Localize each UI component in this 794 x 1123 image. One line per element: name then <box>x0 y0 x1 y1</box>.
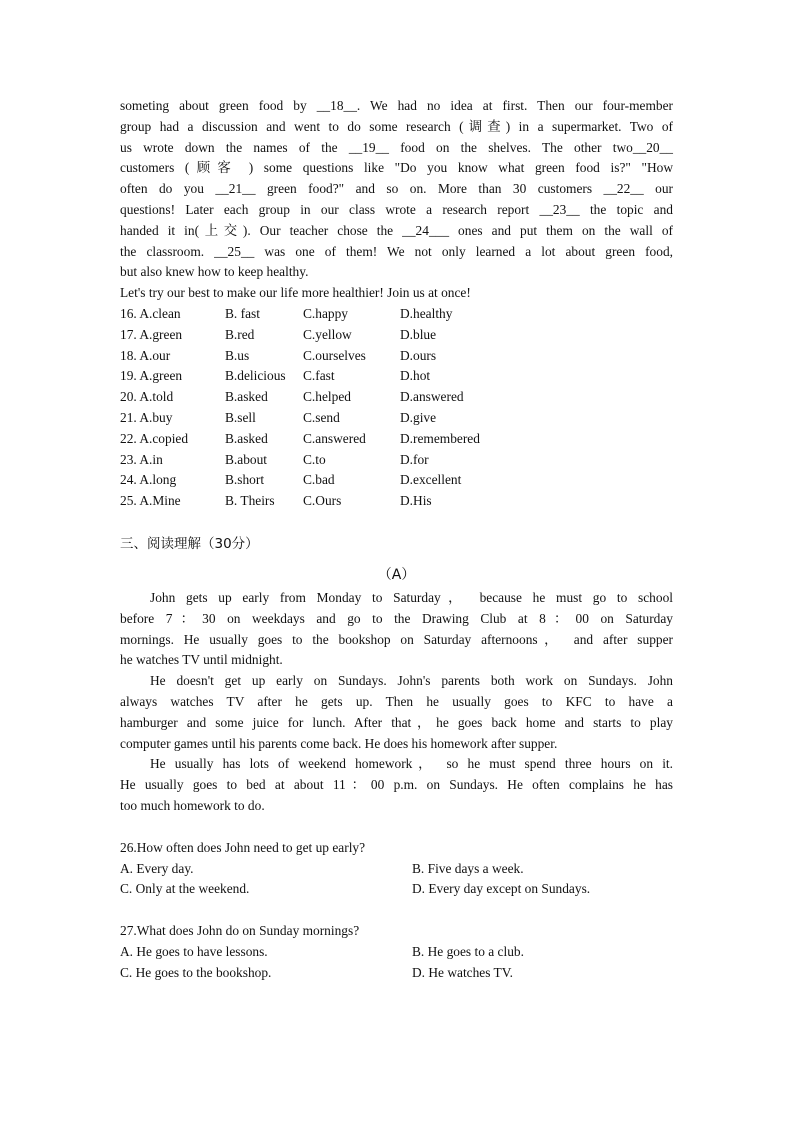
option-row-21 <box>120 408 673 429</box>
passage-line: someting about green food by __18__. We had no idea at first. Then our four-member <box>120 98 673 113</box>
option-a: 20. A.told <box>120 389 174 405</box>
option-c: C.to <box>303 451 326 467</box>
passage-line: always watches TV after he gets up. Then he usually goes to KFC to have a <box>120 693 673 709</box>
passage-line: He usually goes to bed at about 11：00 p.m. on Sundays. He often complains he has <box>120 777 673 793</box>
option-a: 18. A.our <box>120 347 171 363</box>
option-c: C.ourselves <box>303 347 366 363</box>
answer-c: C. Only at the weekend. <box>120 881 250 897</box>
passage-line: hamburger and some juice for lunch. After that，he goes back home and starts to play <box>120 714 673 730</box>
option-row-16 <box>120 304 673 325</box>
option-a: 25. A.Mine <box>120 493 181 509</box>
option-b: B.asked <box>225 389 268 405</box>
answer-d: D. Every day except on Sundays. <box>412 881 591 897</box>
option-b: B. Theirs <box>225 493 275 509</box>
option-a: 23. A.in <box>120 451 163 467</box>
passage-line: but also knew how to keep healthy. <box>120 264 309 280</box>
option-b: B.us <box>225 347 250 363</box>
option-d: D.give <box>400 409 437 425</box>
option-b: B.delicious <box>225 368 286 384</box>
passage-line: before 7：30 on weekdays and go to the Drawing Club at 8：00 on Saturday <box>120 610 673 626</box>
option-c: C.yellow <box>303 326 352 342</box>
option-a: 24. A.long <box>120 472 177 488</box>
option-c: C.answered <box>303 430 366 446</box>
cloze-options <box>120 304 673 512</box>
option-d: D.ours <box>400 347 437 363</box>
section-heading: 三、阅读理解（30分） <box>120 535 259 552</box>
option-c: C.fast <box>303 368 335 384</box>
option-d: D.blue <box>400 326 437 342</box>
option-c: C.send <box>303 409 340 425</box>
option-d: D.for <box>400 451 429 467</box>
answer-a: A. He goes to have lessons. <box>120 943 268 959</box>
option-d: D.healthy <box>400 305 453 321</box>
option-row-23 <box>120 450 673 471</box>
passage-line: handed it in(上交). Our teacher chose the __24___ ones and put them on the wall of <box>120 222 673 238</box>
question-text: 27.What does John do on Sunday mornings? <box>120 923 360 939</box>
option-row-24 <box>120 470 673 491</box>
passage-line: the classroom. __25__ was one of them! We not only learned a lot about green food, <box>120 243 673 259</box>
option-row-19 <box>120 366 673 387</box>
option-a: 19. A.green <box>120 368 183 384</box>
option-d: D.excellent <box>400 472 462 488</box>
page-content <box>120 96 673 983</box>
option-a: 21. A.buy <box>120 409 173 425</box>
answer-c: C. He goes to the bookshop. <box>120 964 272 980</box>
reading-paragraph-2 <box>120 671 673 754</box>
passage-line: he watches TV until midnight. <box>120 652 283 668</box>
passage-line: too much homework to do. <box>120 797 265 813</box>
reading-paragraph-3 <box>120 754 673 816</box>
passage-line: us wrote down the names of the __19__ food on the shelves. The other two__20__ <box>120 139 673 155</box>
option-d: D.His <box>400 493 432 509</box>
cloze-passage <box>120 96 673 283</box>
answer-row <box>120 859 673 880</box>
subsection-heading: （A） <box>377 566 416 583</box>
option-row-22 <box>120 429 673 450</box>
answer-row <box>120 963 673 984</box>
option-d: D.hot <box>400 368 431 384</box>
passage-line: group had a discussion and went to do some research (调查) in a supermarket. Two of <box>120 118 673 134</box>
passage-line: John gets up early from Monday to Saturday， because he must go to school <box>150 589 673 605</box>
answer-d: D. He watches TV. <box>412 964 514 980</box>
option-c: C.helped <box>303 389 351 405</box>
answer-a: A. Every day. <box>120 860 194 876</box>
answer-b: B. He goes to a club. <box>412 943 524 959</box>
passage-line: He doesn't get up early on Sundays. John's parents both work on Sundays. John <box>150 673 673 689</box>
question-27 <box>120 921 673 983</box>
option-row-25 <box>120 491 673 512</box>
option-c: C.happy <box>303 305 349 321</box>
closing-line: Let's try our best to make our life more healthier! Join us at once! <box>120 285 471 301</box>
option-b: B.about <box>225 451 268 467</box>
option-a: 22. A.copied <box>120 430 189 446</box>
option-b: B.sell <box>225 409 256 425</box>
option-b: B.red <box>225 326 255 342</box>
option-b: B.asked <box>225 430 268 446</box>
option-a: 17. A.green <box>120 326 183 342</box>
question-26 <box>120 838 673 900</box>
reading-passage <box>120 588 673 817</box>
passage-line: questions! Later each group in our class wrote a research report __23__ the topic and <box>120 201 673 217</box>
answer-row <box>120 879 673 900</box>
option-row-17 <box>120 325 673 346</box>
option-d: D.answered <box>400 389 464 405</box>
answer-b: B. Five days a week. <box>412 860 524 876</box>
passage-line: mornings. He usually goes to the bookshop on Saturday afternoons， and after supper <box>120 631 673 647</box>
reading-paragraph-1 <box>120 588 673 671</box>
passage-line: often do you __21__ green food?" and so on. More than 30 customers __22__ our <box>120 181 673 197</box>
answer-row <box>120 942 673 963</box>
option-c: C.bad <box>303 472 335 488</box>
option-row-18 <box>120 346 673 367</box>
option-c: C.Ours <box>303 493 342 509</box>
option-a: 16. A.clean <box>120 305 181 321</box>
option-d: D.remembered <box>400 430 480 446</box>
passage-line: He usually has lots of weekend homework， so he must spend three hours on it. <box>150 756 673 772</box>
question-text: 26.How often does John need to get up early? <box>120 839 366 855</box>
passage-line: computer games until his parents come back. He does his homework after supper. <box>120 735 558 751</box>
option-b: B.short <box>225 472 265 488</box>
option-b: B. fast <box>225 305 260 321</box>
option-row-20 <box>120 387 673 408</box>
passage-line: customers (顾客 ) some questions like "Do you know what green food is?" "How <box>120 160 673 176</box>
